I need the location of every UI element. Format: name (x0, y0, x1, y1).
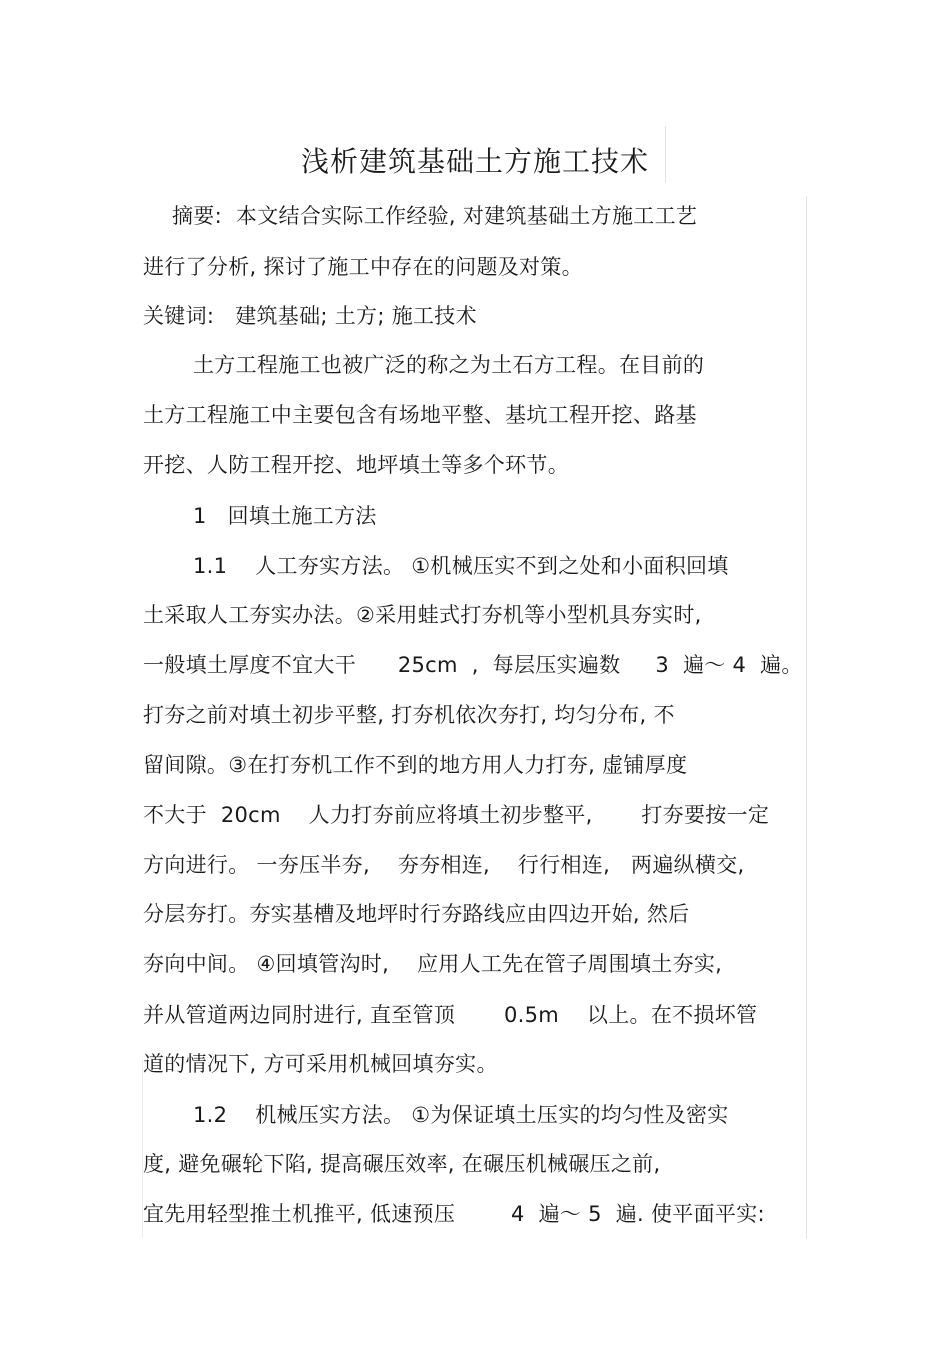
paragraph-line: 方向进行。 一夯压半夯, 夯夯相连, 行行相连, 两遍纵横交, (143, 853, 745, 877)
paragraph-line: 一般填土厚度不宜大干 25cm , 每层压实遍数 3 遍～ 4 遍。 (143, 653, 803, 677)
abstract-line: 摘要: 本文结合实际工作经验, 对建筑基础土方施工工艺 (172, 204, 698, 228)
paragraph-line: 开挖、人防工程开挖、地坪填土等多个环节。 (143, 453, 569, 477)
paragraph-line: 宜先用轻型推土机推平, 低速预压 4 遍～ 5 遍. 使平面平实: (143, 1202, 765, 1226)
paragraph-line: 并从管道两边同肘进行, 直至管顶 0.5m 以上。在不损坏管 (143, 1003, 758, 1027)
page-edge-line (806, 196, 807, 1238)
paragraph-line: 不大于 20cm 人力打夯前应将填土初步整平, 打夯要按一定 (143, 803, 770, 827)
section-heading: 1 回填土施工方法 (193, 504, 377, 528)
paragraph-line: 分层夯打。夯实基槽及地坪时行夯路线应由四边开始, 然后 (143, 902, 690, 926)
paragraph-line: 土方工程施工中主要包含有场地平整、基坑工程开挖、路基 (143, 403, 697, 427)
paragraph-line: 打夯之前对填土初步平整, 打夯机依次夯打, 均匀分布, 不 (143, 703, 675, 727)
paragraph-line: 1.2 机械压实方法。 ①为保证填土压实的均匀性及密实 (193, 1103, 729, 1127)
paragraph-line: 夯向中间。 ④回填管沟时, 应用人工先在管子周围填土夯实, (143, 952, 723, 976)
paragraph-line: 道的情况下, 方可采用机械回填夯实。 (143, 1052, 498, 1076)
paragraph-line: 土采取人工夯实办法。②采用蛙式打夯机等小型机具夯实时, (143, 603, 702, 627)
abstract-line: 进行了分析, 探讨了施工中存在的问题及对策。 (143, 255, 583, 279)
paragraph-line: 留间隙。③在打夯机工作不到的地方用人力打夯, 虚铺厚度 (143, 753, 688, 777)
paragraph-line: 度, 避免碾轮下陷, 提高碾压效率, 在碾压机械碾压之前, (143, 1152, 661, 1176)
paragraph-line: 土方工程施工也被广泛的称之为土石方工程。在目前的 (193, 353, 705, 377)
keywords-line: 关键词: 建筑基础; 土方; 施工技术 (143, 304, 477, 328)
paragraph-line: 1.1 人工夯实方法。 ①机械压实不到之处和小面积回填 (193, 554, 729, 578)
page-title: 浅析建筑基础土方施工技术 (300, 145, 649, 178)
